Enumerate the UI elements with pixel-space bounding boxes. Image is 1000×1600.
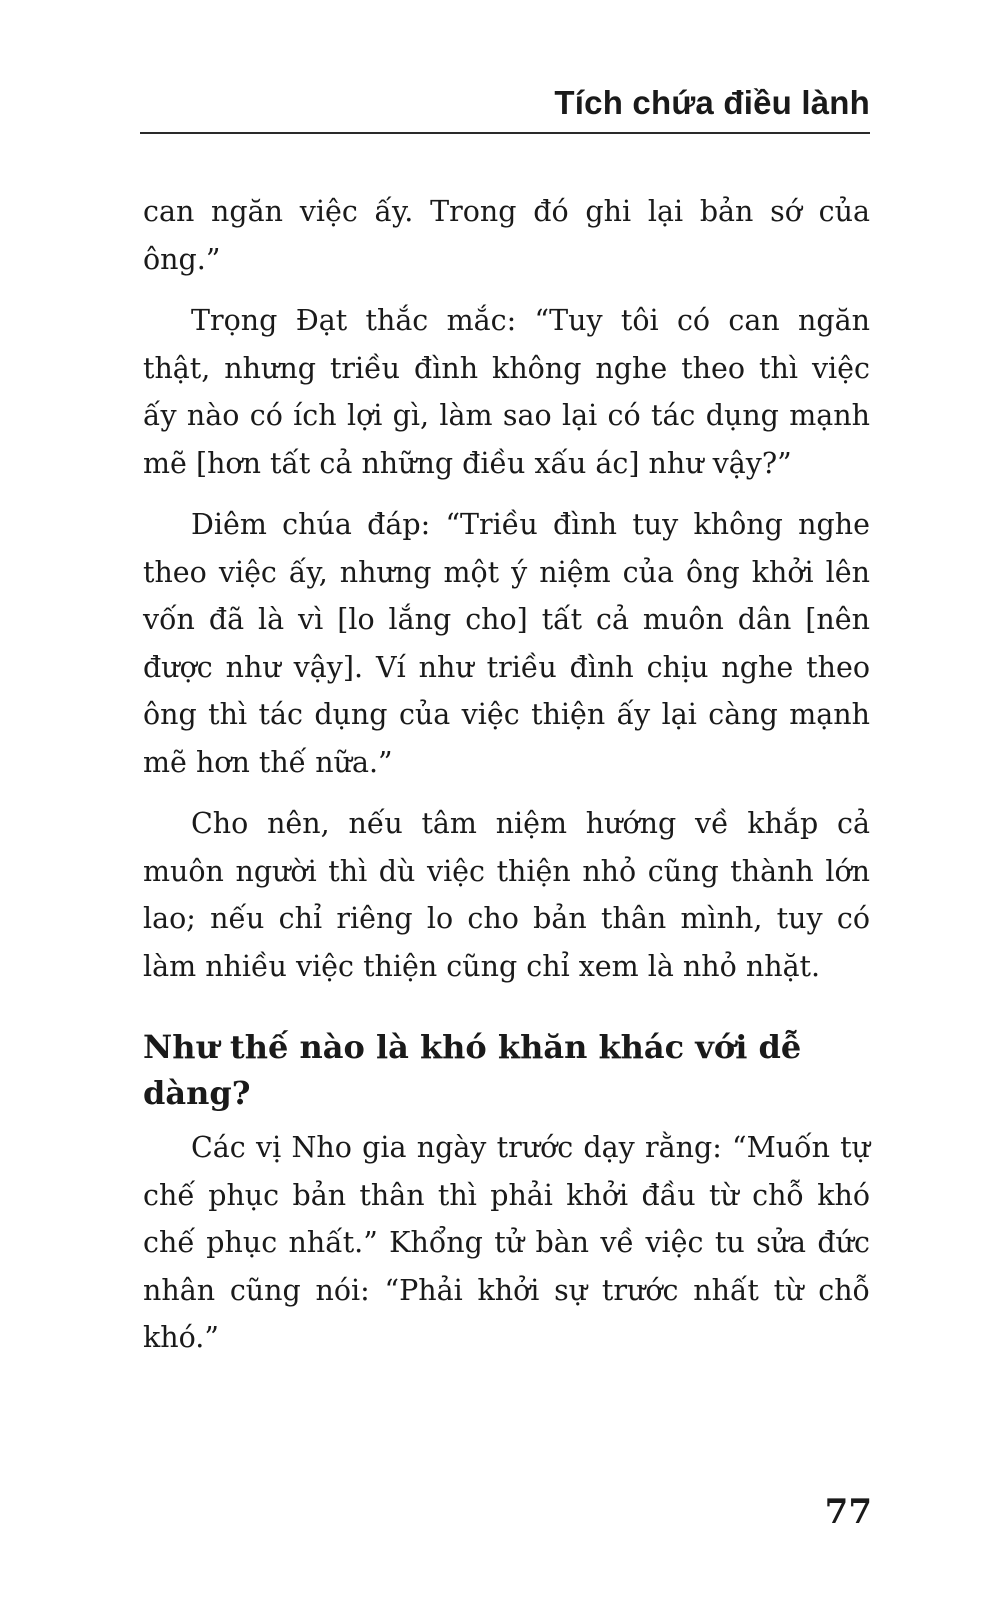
page-number: 77 [824, 1492, 872, 1532]
paragraph: Cho nên, nếu tâm niệm hướng về khắp cả muôn người thì dù việc thiện nhỏ cũng thành lớn lao; nếu chỉ riêng lo cho bản thân mình, tuy có làm nhiều việc thiện cũng chỉ xem là nhỏ nhặt. [143, 807, 870, 983]
paragraph: Các vị Nho gia ngày trước dạy rằng: “Muốn tự chế phục bản thân thì phải khởi đầu từ chỗ khó chế phục nhất.” Khổng tử bàn về việc tu sửa đức nhân cũng nói: “Phải khởi sự trước nhất từ chỗ khó.” [143, 1131, 870, 1354]
paragraph-continued: can ngăn việc ấy. Trong đó ghi lại bản sớ của ông.” [143, 195, 870, 276]
running-header-title: Tích chứa điều lành [554, 84, 870, 121]
paragraph: Diêm chúa đáp: “Triều đình tuy không nghe theo việc ấy, nhưng một ý niệm của ông khởi lên vốn đã là vì [lo lắng cho] tất cả muôn dân [nên được như vậy]. Ví như triều đình chịu nghe theo ông thì tác dụng của việc thiện ấy lại càng mạnh mẽ hơn thế nữa.” [143, 508, 870, 779]
page-body [143, 188, 870, 1376]
header-divider [140, 132, 870, 134]
paragraph: Trọng Đạt thắc mắc: “Tuy tôi có can ngăn thật, nhưng triều đình không nghe theo thì việc ấy nào có ích lợi gì, làm sao lại có tác dụng mạnh mẽ [hơn tất cả những điều xấu ác] như vậy?” [143, 304, 870, 480]
section-heading: Như thế nào là khó khăn khác với dễ dàng? [143, 1028, 802, 1112]
